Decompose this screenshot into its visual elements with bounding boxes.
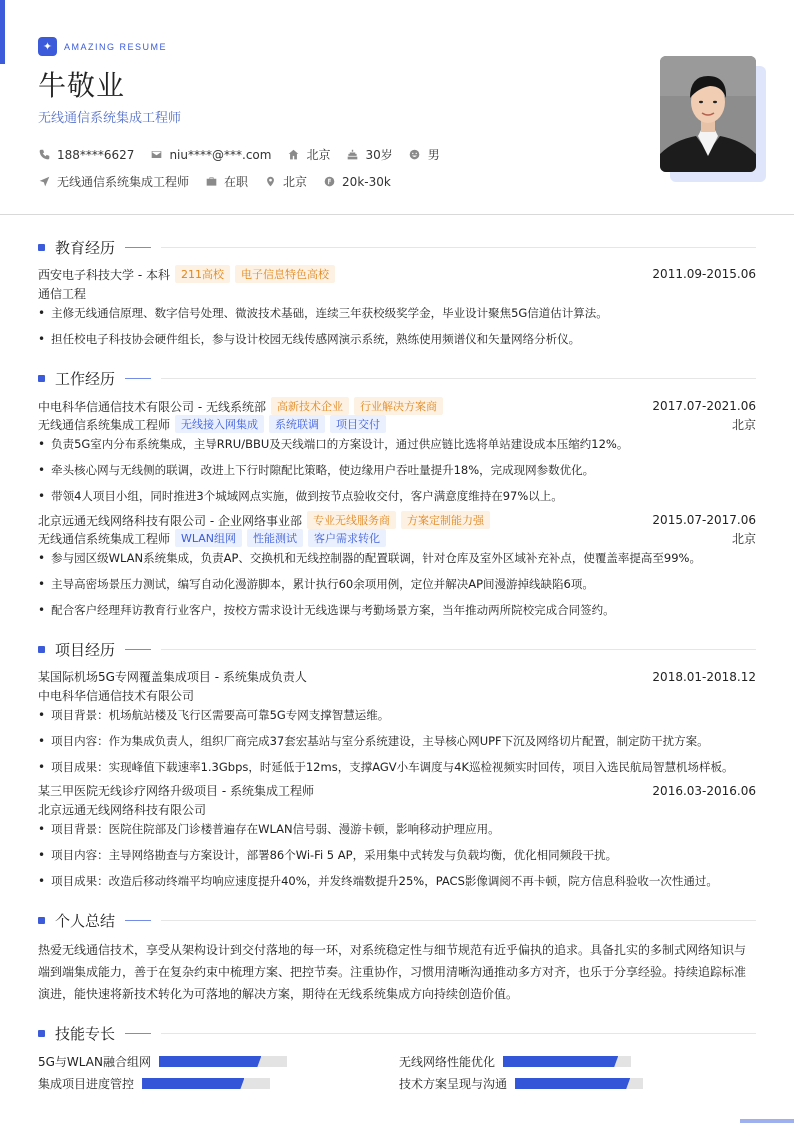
project-org: 北京远通无线网络科技有限公司 [38, 803, 207, 817]
age-item [346, 146, 392, 163]
phone-text: 188****6627 [57, 147, 135, 162]
job-role: 无线通信系统集成工程师 [38, 417, 171, 432]
school-tag: 电子信息特色高校 [235, 265, 335, 283]
project-bullet: • 项目成果：实现峰值下载速率1.3Gbps，时延低于12ms，支撑AGV小车调度与4K巡检视频实时回传，项目入选民航局智慧机场样板。 [38, 759, 756, 775]
work-date: 2015.07-2017.06 [652, 513, 756, 527]
project-name: 某三甲医院无线诊疗网络升级项目 - 系统集成工程师 [38, 784, 314, 798]
work-bullet: • 带领4人项目小组，同时推进3个城域网点实施，做到按节点验收交付，客户满意度维持在97%以上。 [38, 488, 756, 504]
section-title: 个人总结 [55, 911, 116, 930]
skill-name: 5G与WLAN融合组网 [38, 1055, 151, 1069]
company-tag: 专业无线服务商 [307, 511, 396, 529]
bottom-accent-bar [740, 1119, 794, 1123]
skill-bar [142, 1078, 270, 1089]
major: 通信工程 [38, 287, 87, 301]
project-bullet: • 项目成果：改造后移动终端平均响应速度提升40%，并发终端数提升25%，PACS影像调阅不再卡顿，院方信息科验收一次性通过。 [38, 873, 756, 889]
section-accent-line [125, 920, 151, 921]
coin-icon [323, 176, 335, 188]
school-tag: 211高校 [175, 265, 230, 283]
skill-bar-fill [159, 1056, 261, 1067]
project-bullet: • 项目背景：机场航站楼及飞行区需要高可靠5G专网支撑智慧运维。 [38, 707, 756, 723]
project-name: 某国际机场5G专网覆盖集成项目 - 系统集成负责人 [38, 670, 307, 684]
gender-text: 男 [427, 148, 440, 162]
mail-icon [150, 149, 162, 161]
education-bullet: • 主修无线通信原理、数字信号处理、微波技术基础，连续三年获校级奖学金，毕业设计聚焦5G信道估计算法。 [38, 305, 756, 321]
avatar [660, 56, 756, 172]
profile-photo [660, 56, 766, 182]
skill-item [399, 1053, 631, 1070]
role-tag: 系统联调 [269, 415, 325, 433]
section-accent-line [125, 378, 151, 379]
target-city-item [264, 173, 307, 190]
skill-bar-fill [503, 1056, 618, 1067]
skills-section-header [38, 1023, 756, 1043]
skill-name: 技术方案呈现与沟通 [399, 1077, 508, 1091]
city-text: 北京 [306, 148, 331, 162]
job-intent-row [38, 173, 407, 190]
skill-item [38, 1053, 287, 1070]
skill-name: 无线网络性能优化 [399, 1055, 496, 1069]
status-item [205, 173, 248, 190]
work-location: 北京 [731, 531, 756, 546]
section-title: 工作经历 [55, 369, 116, 388]
briefcase-icon [205, 176, 217, 188]
company-name: 北京远通无线网络科技有限公司 - 企业网络事业部 [38, 513, 302, 528]
salary-text: 20k-30k [342, 174, 391, 189]
cake-icon [346, 149, 358, 161]
education-bullet: • 担任校电子科技协会硬件组长，参与设计校园无线传感网演示系统，熟练使用频谱仪和矢量网络分析仪。 [38, 331, 756, 347]
project-entry-header [38, 668, 756, 685]
resume-header [0, 0, 794, 215]
section-title: 教育经历 [55, 238, 116, 257]
home-icon [287, 149, 299, 161]
target-role-item [38, 173, 189, 190]
send-icon [38, 176, 50, 188]
section-marker [38, 244, 45, 251]
work-bullet: • 负责5G室内分布系统集成，主导RRU/BBU及天线端口的方案设计，通过供应链比选将单站建设成本压缩约12%。 [38, 436, 756, 452]
work-role-row [38, 415, 756, 433]
target-role-text: 无线通信系统集成工程师 [57, 175, 190, 189]
section-accent-line [125, 247, 151, 248]
section-marker [38, 1030, 45, 1037]
project-date: 2016.03-2016.06 [652, 783, 756, 798]
city-item [287, 146, 330, 163]
brand-text: AMAZING RESUME [64, 41, 168, 52]
section-marker [38, 375, 45, 382]
work-bullet: • 牵头核心网与无线侧的联调，改进上下行时隙配比策略，使边缘用户吞吐量提升18%，完成现网参数优化。 [38, 462, 756, 478]
education-entry [38, 265, 756, 283]
project-bullet: • 项目内容：主导网络勘查与方案设计，部署86个Wi-Fi 5 AP，采用集中式转发与负载均衡，优化相同频段干扰。 [38, 847, 756, 863]
company-name: 中电科华信通信技术有限公司 - 无线系统部 [38, 399, 266, 414]
work-date: 2017.07-2021.06 [652, 399, 756, 413]
candidate-title: 无线通信系统集成工程师 [38, 111, 182, 126]
contact-row [38, 146, 456, 163]
work-bullet: • 主导高密场景压力测试，编写自动化漫游脚本，累计执行60余项用例，定位并解决AP间漫游掉线缺陷6项。 [38, 576, 756, 592]
section-divider [161, 247, 756, 248]
gender-item [409, 146, 440, 163]
project-org: 中电科华信通信技术有限公司 [38, 689, 195, 703]
skill-bar [515, 1078, 643, 1089]
project-bullet: • 项目内容：作为集成负责人，组织厂商完成37套宏基站与室分系统建设，主导核心网UPF下沉及网络切片配置，制定防干扰方案。 [38, 733, 756, 749]
status-text: 在职 [224, 175, 249, 189]
section-title: 技能专长 [55, 1024, 116, 1043]
work-bullet: • 配合客户经理拜访教育行业客户，按校方需求设计无线选课与考勤场景方案，当年推动两所院校完成合同签约。 [38, 602, 756, 618]
summary-text: 热爱无线通信技术，享受从架构设计到交付落地的每一环，对系统稳定性与细节规范有近乎偏执的追求。具备扎实的多制式网络知识与端到端集成能力，善于在复杂约束中梳理方案、把控节奏。注重协作，习惯用清晰沟通推动多方对齐，也乐于分享经验。持续追踪标准演进，能快速将新技术转化为可落地的解决方案，期待在无线系统集成方向持续创造价值。 [38, 943, 747, 1001]
section-divider [161, 920, 756, 921]
sparkle-icon: ✦ [38, 37, 57, 56]
phone-item [38, 148, 134, 162]
smile-icon [409, 149, 421, 161]
job-role: 无线通信系统集成工程师 [38, 531, 171, 546]
company-tag: 行业解决方案商 [354, 397, 443, 415]
education-date: 2011.09-2015.06 [652, 267, 756, 281]
section-divider [161, 649, 756, 650]
company-tag: 方案定制能力强 [401, 511, 490, 529]
skill-bar [503, 1056, 631, 1067]
project-bullet: • 项目背景：医院住院部及门诊楼普遍存在WLAN信号弱、漫游卡顿，影响移动护理应用。 [38, 821, 756, 837]
skill-name: 集成项目进度管控 [38, 1077, 135, 1091]
target-city-text: 北京 [283, 175, 308, 189]
brand [38, 37, 167, 56]
candidate-name: 牛敬业 [38, 69, 126, 102]
skill-item [399, 1075, 643, 1092]
section-accent-line [125, 1033, 151, 1034]
work-section-header [38, 368, 756, 388]
section-accent-line [125, 649, 151, 650]
school-name: 西安电子科技大学 - 本科 [38, 267, 170, 282]
project-entry-header [38, 782, 756, 799]
role-tag: WLAN组网 [175, 529, 242, 547]
role-tag: 性能测试 [247, 529, 303, 547]
section-marker [38, 646, 45, 653]
location-pin-icon [264, 176, 276, 188]
work-entry-header [38, 511, 756, 529]
project-date: 2018.01-2018.12 [652, 669, 756, 684]
work-role-row [38, 529, 756, 547]
company-tag: 高新技术企业 [271, 397, 349, 415]
skill-item [38, 1075, 270, 1092]
section-marker [38, 917, 45, 924]
skill-bar-fill [142, 1078, 244, 1089]
role-tag: 客户需求转化 [308, 529, 386, 547]
skill-bar-fill [515, 1078, 630, 1089]
work-bullet: • 参与园区级WLAN系统集成，负责AP、交换机和无线控制器的配置联调，针对仓库及室外区域补充补点，使覆盖率提高至99%。 [38, 550, 756, 566]
phone-icon [38, 149, 50, 161]
email-item [150, 148, 271, 162]
section-title: 项目经历 [55, 640, 116, 659]
skill-bar [159, 1056, 287, 1067]
age-text: 30岁 [365, 148, 393, 162]
education-section-header [38, 237, 756, 257]
salary-item [323, 175, 391, 189]
email-text: niu****@***.com [169, 147, 272, 162]
role-tag: 无线接入网集成 [175, 415, 264, 433]
role-tag: 项目交付 [330, 415, 386, 433]
section-divider [161, 1033, 756, 1034]
summary-section-header [38, 910, 756, 930]
work-entry-header [38, 397, 756, 415]
work-location: 北京 [731, 417, 756, 432]
projects-section-header [38, 639, 756, 659]
section-divider [161, 378, 756, 379]
